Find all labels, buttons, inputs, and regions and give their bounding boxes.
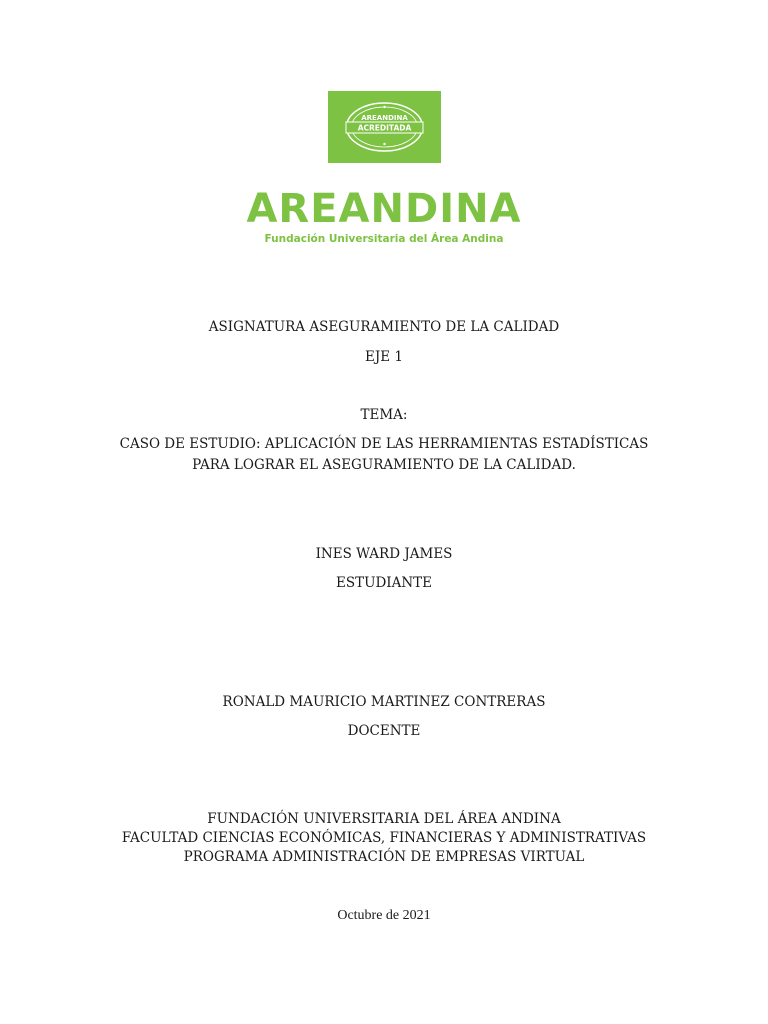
topic-line-1: CASO DE ESTUDIO: APLICACIÓN DE LAS HERRAMIENTAS ESTADÍSTICAS: [119, 436, 649, 452]
teacher-name: RONALD MAURICIO MARTINEZ CONTRERAS: [222, 694, 546, 710]
subject-title: ASIGNATURA ASEGURAMIENTO DE LA CALIDAD: [208, 319, 560, 335]
program-name: PROGRAMA ADMINISTRACIÓN DE EMPRESAS VIRTUAL: [183, 849, 585, 865]
topic-label: TEMA:: [360, 407, 408, 423]
brand-wordmark: AREANDINA: [246, 186, 522, 232]
accreditation-seal-logo: [328, 91, 441, 163]
student-name: INES WARD JAMES: [315, 546, 453, 562]
teacher-role: DOCENTE: [347, 723, 421, 739]
seal-text-top: AREANDINA: [361, 114, 408, 122]
document-date: Octubre de 2021: [337, 908, 431, 923]
brand-subtitle: Fundación Universitaria del Área Andina: [264, 233, 504, 245]
seal-text-bottom: ACREDITADA: [357, 123, 412, 133]
student-role: ESTUDIANTE: [335, 575, 433, 591]
institution-name: FUNDACIÓN UNIVERSITARIA DEL ÁREA ANDINA: [207, 811, 561, 827]
unit-label: EJE 1: [364, 349, 403, 365]
seal-icon: [328, 91, 441, 163]
topic-line-2: PARA LOGRAR EL ASEGURAMIENTO DE LA CALIDAD.: [192, 457, 576, 473]
faculty-name: FACULTAD CIENCIAS ECONÓMICAS, FINANCIERAS Y ADMINISTRATIVAS: [121, 830, 647, 846]
